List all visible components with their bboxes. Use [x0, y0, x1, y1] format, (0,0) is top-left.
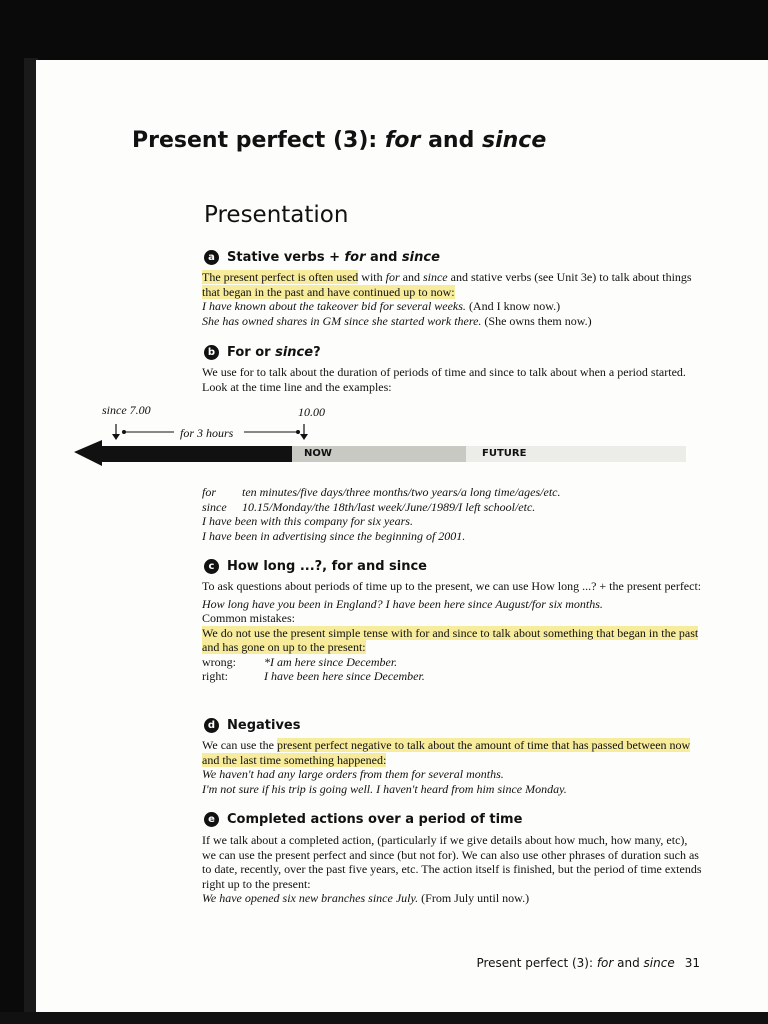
section-heading-presentation: Presentation — [204, 202, 349, 228]
para-b: We use for to talk about the duration of periods of time and since to talk about when a period started. Look at the time line and the examples: — [202, 365, 686, 394]
bullet-d: d — [204, 718, 219, 733]
timeline-ten-label: 10.00 — [298, 405, 325, 419]
example-a2: She has owned shares in GM since she started work there. (She owns them now.) — [202, 313, 592, 328]
wrong-row: wrong: *I am here since December. — [202, 654, 398, 669]
para-d: We can use the present perfect negative to talk about the amount of time that has passed between now and the last time something happened: We haven't had any large orders from them for several months. I'm not sure if his trip is going well. I haven't heard from him since Monday. — [202, 738, 702, 796]
timeline-diagram — [66, 418, 726, 470]
since-arrow-tip — [112, 434, 120, 440]
heading-c: c How long ...?, for and since — [204, 559, 427, 574]
example-a1: I have known about the takeover bid for several weeks. (And I know now.) — [202, 299, 561, 313]
example-d2: I'm not sure if his trip is going well. I haven't heard from him since Monday. — [202, 781, 567, 796]
heading-b: b For or since? — [204, 345, 321, 360]
example-c1: How long have you been in England? I have been here since August/for six months. — [202, 596, 603, 611]
for-since-list — [202, 485, 702, 543]
para-e: If we talk about a completed action, (particularly if we give details about how much, how many, etc), we can use the present perfect and since (but not for). We can also use other phrases of duration such as to date, recently, over the past five years, etc. The action itself is finished, but the period of time extends right up to the present: We have opened six new branches since July. (From July until now.) — [202, 833, 702, 905]
timeline-since-label: since 7.00 — [102, 403, 151, 417]
timeline-for-label: for 3 hours — [180, 426, 234, 440]
for-row: for ten minutes/five days/three months/two years/a long time/ages/etc. — [202, 485, 561, 499]
for-span-dot-right — [296, 430, 300, 434]
past-arrow — [74, 440, 292, 466]
example-d1: We haven't had any large orders from them for several months. — [202, 767, 504, 781]
bullet-b: b — [204, 345, 219, 360]
timeline-now-label: NOW — [304, 448, 332, 459]
example-b1: I have been with this company for six years. — [202, 514, 413, 528]
heading-d: d Negatives — [204, 718, 300, 733]
book-page — [36, 60, 768, 1015]
since-row: since 10.15/Monday/the 18th/last week/June/1989/I left school/etc. — [202, 499, 536, 514]
bullet-a: a — [204, 250, 219, 265]
scan-bottom-edge — [0, 1012, 768, 1024]
para-a: The present perfect is often used with for and since and stative verbs (see Unit 3e) to talk about things that began in the past and have continued up to now: I have known about the takeover bid for several weeks. (And I know now.) She has owned shares in GM since she started work there. (She owns them now.) — [202, 270, 702, 328]
page-footer: Present perfect (3): for and since 31 — [476, 956, 700, 970]
heading-e: e Completed actions over a period of time — [204, 812, 522, 827]
right-row: right: I have been here since December. — [202, 669, 425, 683]
para-c: To ask questions about periods of time up to the present, we can use How long ...? + the present perfect: How long have you been in England? I have been here since August/for six months. Common mistakes: We do not use the present simple tense with for and since to talk about something that began in the past and has gone on up to the present: wrong: *I am here since December. right: I have been here since December. — [202, 579, 702, 683]
heading-a: a Stative verbs + for and since — [204, 250, 440, 265]
bullet-c: c — [204, 559, 219, 574]
bullet-e: e — [204, 812, 219, 827]
for-span-dot-left — [122, 430, 126, 434]
example-e1: We have opened six new branches since July. (From July until now.) — [202, 891, 530, 905]
timeline-future-label: FUTURE — [482, 448, 527, 459]
example-b2: I have been in advertising since the beginning of 2001. — [202, 528, 466, 543]
page-number: 31 — [684, 956, 700, 970]
ten-arrow-tip — [300, 434, 308, 440]
page-title: Present perfect (3): for and since — [132, 128, 547, 153]
